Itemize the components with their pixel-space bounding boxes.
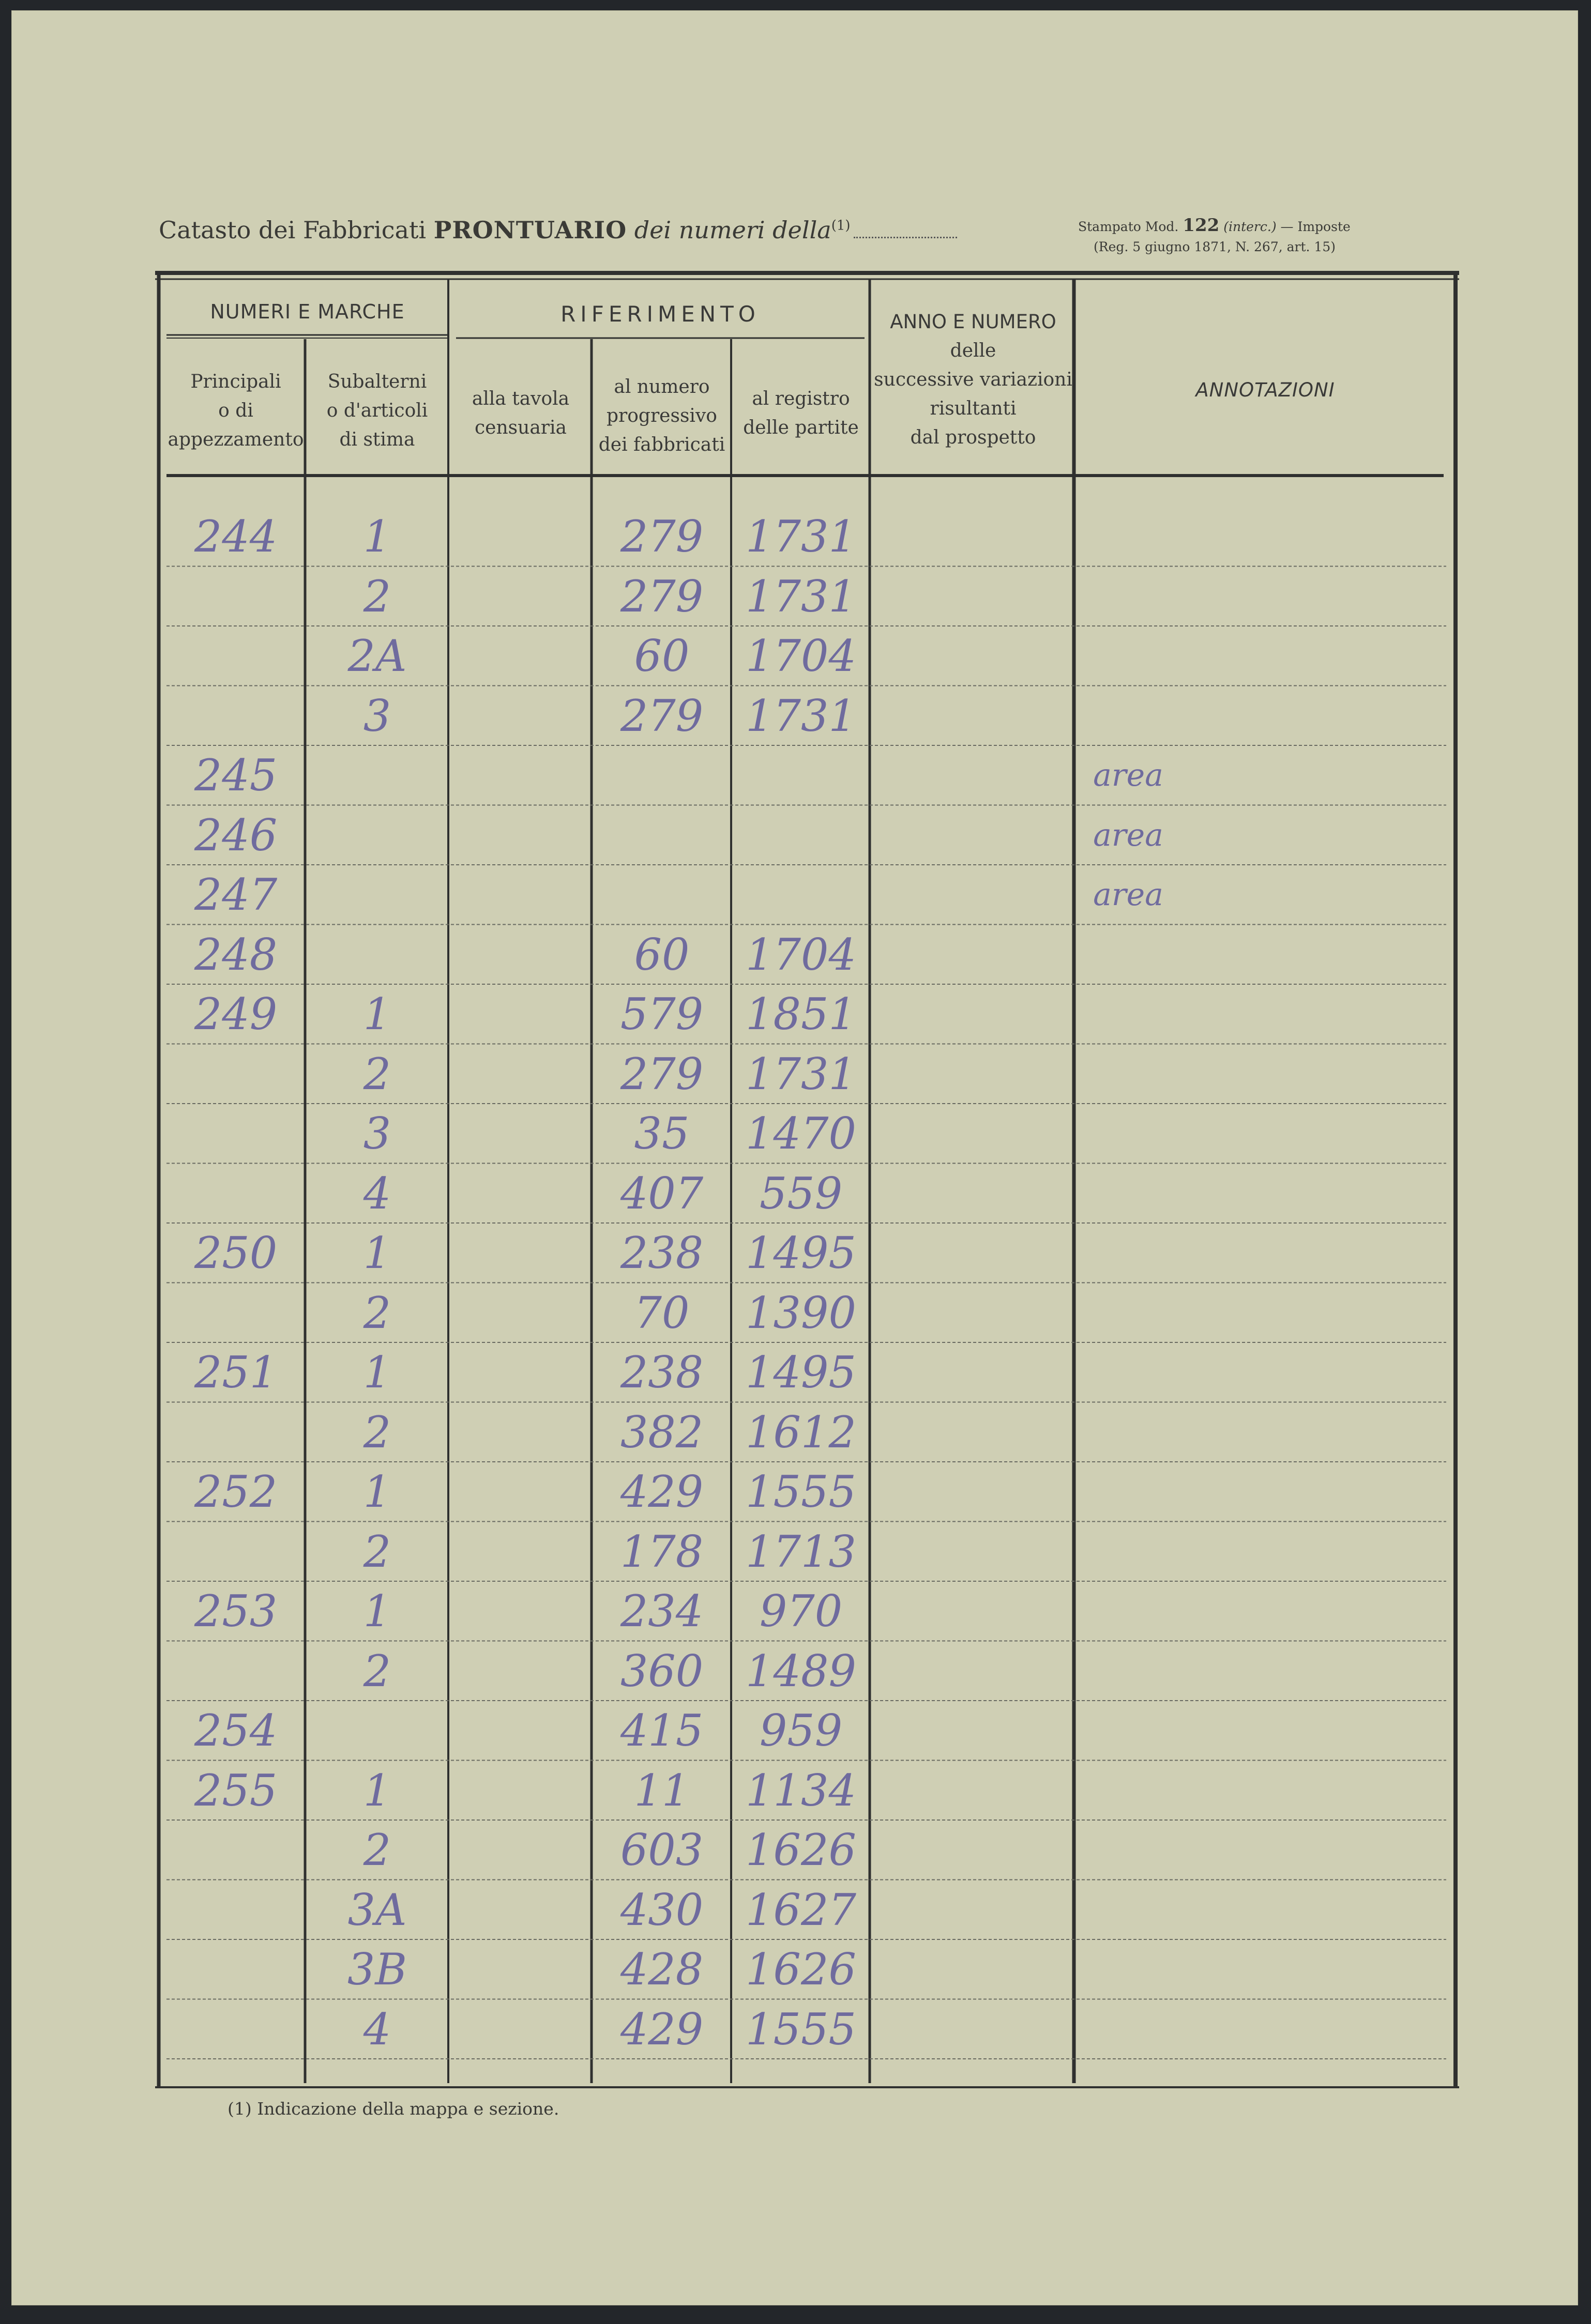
cell-principale: 245 — [194, 750, 278, 801]
cell-registro: 1390 — [746, 1287, 856, 1338]
cell-principale — [166, 626, 305, 686]
header-numeri-marche: NUMERI E MARCHE — [210, 300, 405, 323]
cell-progressivo: 429 — [620, 1466, 704, 1517]
cell-tavola — [450, 805, 592, 865]
cell-principale: 251 — [194, 1347, 278, 1398]
cell-subalterno: 2A — [347, 631, 407, 681]
document-sheet — [11, 10, 1578, 2305]
cell-tavola — [450, 1761, 592, 1821]
cell-annotazione — [1077, 1641, 1180, 1701]
cell-principale: 253 — [194, 1586, 278, 1637]
cell-tavola — [450, 1581, 592, 1641]
cell-progressivo: 11 — [634, 1765, 690, 1816]
cell-progressivo: 35 — [634, 1108, 690, 1159]
cell-principale — [166, 1044, 305, 1104]
cell-registro: 1470 — [746, 1108, 856, 1159]
cell-progressivo: 279 — [620, 690, 704, 741]
cell-progressivo: 238 — [620, 1347, 704, 1398]
cell-subalterno — [306, 1701, 448, 1761]
cell-progressivo: 407 — [620, 1168, 704, 1219]
cell-principale — [166, 1164, 305, 1224]
cell-progressivo: 382 — [620, 1406, 704, 1458]
cell-subalterno: 2 — [363, 1526, 391, 1577]
cell-registro: 559 — [759, 1168, 843, 1219]
cell-annotazione — [1077, 1820, 1180, 1880]
header-anno-numero: ANNO E NUMERO delle successive variazioni risultanti dal prospetto — [874, 311, 1072, 448]
cell-annotazione — [1077, 1402, 1180, 1462]
header-principali: Principali o di appezzamento — [168, 371, 304, 450]
cell-annotazione — [1077, 1164, 1180, 1224]
cell-progressivo: 60 — [634, 631, 690, 681]
cell-progressivo — [593, 865, 731, 925]
cell-annotazione — [1077, 1581, 1180, 1641]
cell-progressivo: 279 — [620, 1048, 704, 1099]
cell-annotazione — [1077, 925, 1180, 985]
cell-tavola — [450, 745, 592, 805]
cell-principale — [166, 1641, 305, 1701]
cell-principale: 247 — [194, 869, 278, 920]
header-riferimento: RIFERIMENTO — [560, 301, 760, 327]
cell-subalterno: 2 — [363, 1287, 391, 1338]
header-registro-partite: al registro delle partite — [743, 388, 859, 438]
cell-tavola — [450, 686, 592, 746]
cell-principale: 252 — [194, 1466, 278, 1517]
cell-tavola — [450, 1641, 592, 1701]
cell-progressivo: 430 — [620, 1884, 704, 1935]
cell-principale — [166, 1283, 305, 1343]
header-numero-progressivo: al numero progressivo dei fabbricati — [598, 376, 725, 455]
cell-progressivo: 238 — [620, 1228, 704, 1278]
cell-principale — [166, 1402, 305, 1462]
cell-tavola — [450, 1342, 592, 1402]
cell-progressivo: 360 — [620, 1645, 704, 1696]
cell-tavola — [450, 925, 592, 985]
cell-registro: 1612 — [746, 1406, 856, 1458]
cell-principale — [166, 1880, 305, 1940]
cell-registro: 1134 — [746, 1765, 856, 1816]
cell-principale: 246 — [194, 809, 278, 861]
cell-registro: 1704 — [746, 631, 856, 681]
cell-subalterno: 4 — [363, 1168, 391, 1219]
cell-registro: 970 — [759, 1586, 843, 1637]
cell-progressivo: 603 — [620, 1825, 704, 1875]
cell-registro — [732, 745, 870, 805]
cell-tavola — [450, 507, 592, 567]
cell-subalterno: 1 — [363, 1228, 391, 1278]
cell-subalterno — [306, 925, 448, 985]
cell-subalterno — [306, 805, 448, 865]
cell-tavola — [450, 1939, 592, 1999]
cell-subalterno: 1 — [363, 1466, 391, 1517]
cell-registro: 1626 — [746, 1944, 856, 1995]
cell-registro: 1626 — [746, 1825, 856, 1875]
cell-subalterno: 3A — [347, 1884, 407, 1935]
cell-registro: 1731 — [746, 690, 856, 741]
cell-tavola — [450, 1701, 592, 1761]
cell-progressivo: 279 — [620, 571, 704, 622]
cell-progressivo: 178 — [620, 1526, 704, 1577]
cell-annotazione — [1077, 1880, 1180, 1940]
cell-subalterno: 2 — [363, 1048, 391, 1099]
cell-annotazione — [1077, 686, 1180, 746]
cell-annotazione — [1077, 1701, 1180, 1761]
cell-annotazione — [1077, 1044, 1180, 1104]
cell-principale — [166, 1999, 305, 2059]
title-fill-line — [854, 237, 957, 238]
cell-subalterno: 2 — [363, 1825, 391, 1875]
cell-annotazione — [1077, 1939, 1180, 1999]
cell-annotazione — [1077, 984, 1180, 1044]
cell-annotazione — [1077, 1223, 1180, 1283]
cell-tavola — [450, 1880, 592, 1940]
cell-registro: 1731 — [746, 1048, 856, 1099]
cell-tavola — [450, 626, 592, 686]
cell-tavola — [450, 1999, 592, 2059]
cell-registro: 1495 — [746, 1347, 856, 1398]
cell-annotazione — [1077, 1761, 1180, 1821]
cell-registro: 1731 — [746, 511, 856, 562]
cell-annotazione — [1077, 1104, 1180, 1164]
header-annotazioni: ANNOTAZIONI — [1195, 379, 1335, 401]
cell-subalterno: 2 — [363, 1645, 391, 1696]
cell-principale — [166, 686, 305, 746]
cell-registro: 1627 — [746, 1884, 856, 1935]
cell-subalterno: 1 — [363, 1586, 391, 1637]
cell-tavola — [450, 1283, 592, 1343]
cell-tavola — [450, 1402, 592, 1462]
cell-tavola — [450, 865, 592, 925]
cell-registro: 1731 — [746, 571, 856, 622]
cell-subalterno: 2 — [363, 571, 391, 622]
cell-subalterno — [306, 745, 448, 805]
cell-progressivo: 70 — [634, 1287, 690, 1338]
cell-tavola — [450, 1044, 592, 1104]
header-subalterni: Subalterni o d'articoli di stima — [326, 371, 428, 450]
header-tavola-censuaria: alla tavola censuaria — [472, 388, 570, 438]
cell-progressivo: 415 — [620, 1705, 704, 1756]
cell-progressivo — [593, 745, 731, 805]
cell-subalterno: 4 — [363, 2004, 391, 2055]
cell-principale — [166, 1104, 305, 1164]
cell-subalterno: 1 — [363, 1347, 391, 1398]
cell-principale: 254 — [194, 1705, 278, 1756]
cell-annotazione — [1077, 626, 1180, 686]
cell-tavola — [450, 1223, 592, 1283]
cell-registro: 1489 — [746, 1645, 856, 1696]
cell-principale: 255 — [194, 1765, 278, 1816]
cell-registro: 1704 — [746, 929, 856, 980]
cell-annotazione — [1077, 1283, 1180, 1343]
cell-subalterno — [306, 865, 448, 925]
cell-subalterno: 3 — [363, 690, 391, 741]
cell-tavola — [450, 1164, 592, 1224]
cell-progressivo: 428 — [620, 1944, 704, 1995]
cell-tavola — [450, 1522, 592, 1582]
cell-tavola — [450, 1820, 592, 1880]
cell-annotazione: area — [1093, 877, 1163, 913]
cell-principale: 250 — [194, 1228, 278, 1278]
cell-annotazione: area — [1093, 757, 1163, 793]
cell-principale — [166, 1820, 305, 1880]
cell-principale — [166, 567, 305, 626]
cell-principale — [166, 1939, 305, 1999]
cell-principale: 249 — [194, 989, 278, 1039]
cell-progressivo: 60 — [634, 929, 690, 980]
cell-subalterno: 1 — [363, 511, 391, 562]
cell-annotazione — [1077, 1522, 1180, 1582]
cell-registro: 1495 — [746, 1228, 856, 1278]
cell-tavola — [450, 984, 592, 1044]
cell-tavola — [450, 567, 592, 626]
cell-registro: 1713 — [746, 1526, 856, 1577]
cell-subalterno: 3B — [347, 1944, 407, 1995]
cell-subalterno: 1 — [363, 1765, 391, 1816]
cell-registro: 959 — [759, 1705, 843, 1756]
cell-principale: 248 — [194, 929, 278, 980]
cell-annotazione — [1077, 1999, 1180, 2059]
cell-subalterno: 1 — [363, 989, 391, 1039]
cell-annotazione — [1077, 1462, 1180, 1522]
cell-annotazione — [1077, 1342, 1180, 1402]
cell-registro — [732, 865, 870, 925]
cell-tavola — [450, 1104, 592, 1164]
cell-progressivo: 234 — [620, 1586, 704, 1637]
cell-registro: 1555 — [746, 2004, 856, 2055]
print-stamp: Stampato Mod. 122 (interc.) — Imposte — [1078, 215, 1351, 236]
cell-progressivo: 279 — [620, 511, 704, 562]
cell-annotazione — [1077, 507, 1180, 567]
print-stamp-reference: (Reg. 5 giugno 1871, N. 267, art. 15) — [1094, 239, 1336, 254]
cell-subalterno: 3 — [363, 1108, 391, 1159]
cell-registro: 1555 — [746, 1466, 856, 1517]
cell-tavola — [450, 1462, 592, 1522]
cell-progressivo — [593, 805, 731, 865]
cell-principale — [166, 1522, 305, 1582]
cell-progressivo: 429 — [620, 2004, 704, 2055]
cell-subalterno: 2 — [363, 1406, 391, 1458]
cell-registro — [732, 805, 870, 865]
footnote: (1) Indicazione della mappa e sezione. — [228, 2099, 559, 2119]
cell-principale: 244 — [194, 511, 278, 562]
cell-registro: 1851 — [746, 989, 856, 1039]
cell-annotazione — [1077, 567, 1180, 626]
form-title: Catasto dei Fabbricati PRONTUARIO dei numeri della$^{(1)}$ — [159, 216, 957, 244]
cell-progressivo: 579 — [620, 989, 704, 1039]
cell-annotazione: area — [1093, 817, 1163, 853]
